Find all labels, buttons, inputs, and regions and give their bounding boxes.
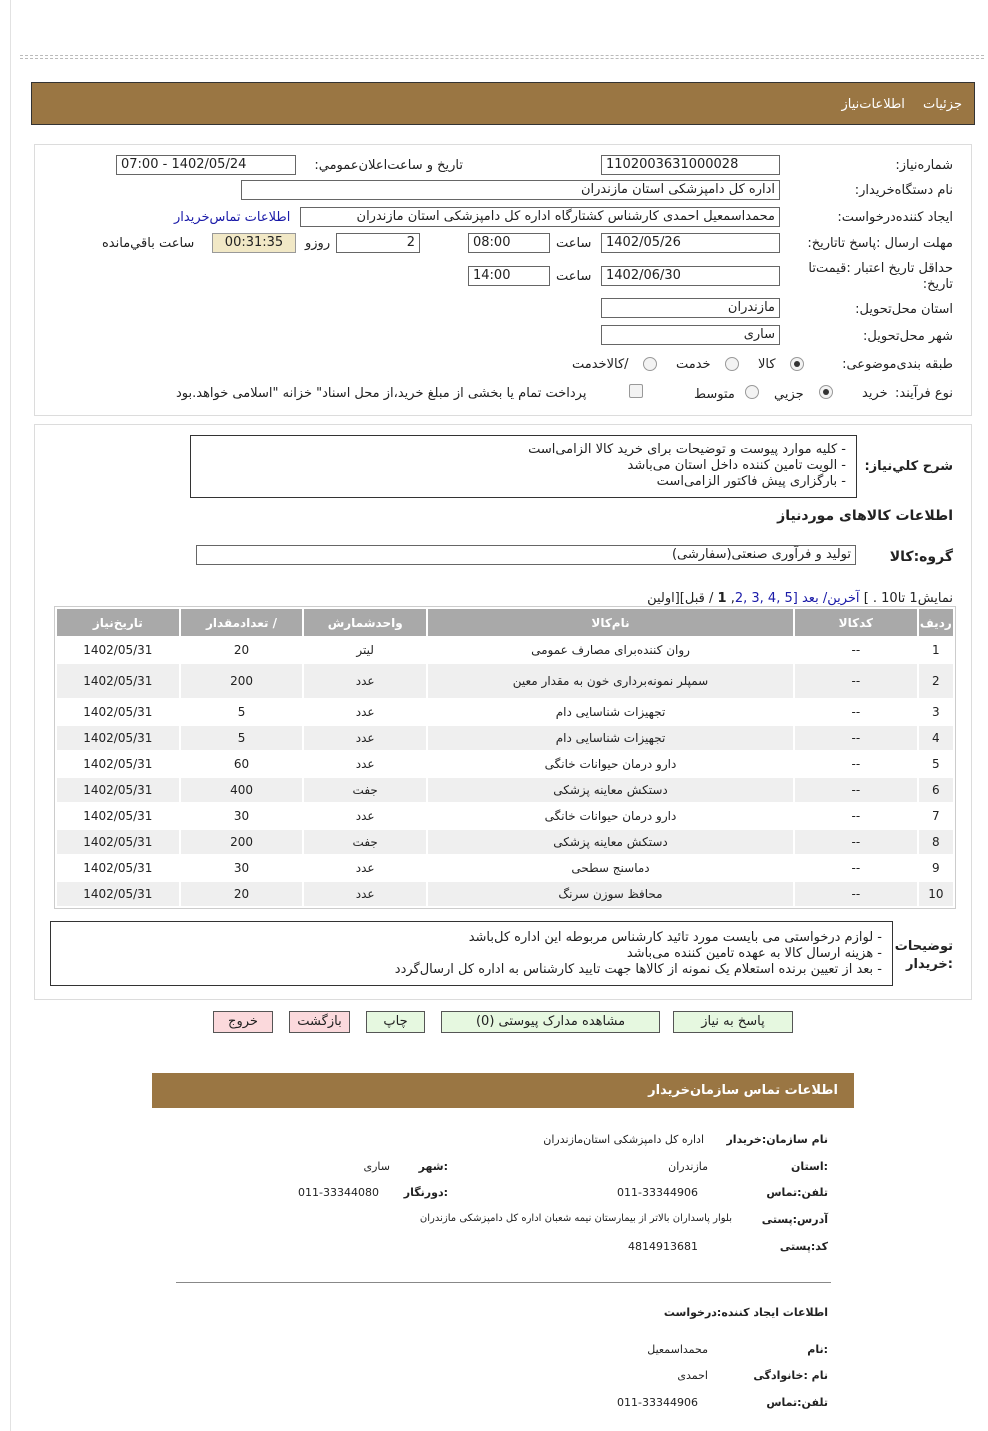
unit-cell: عدد [304,664,426,698]
item-name-cell: روان کننده‌برای مصارف عمومی [531,643,690,657]
treasury-payment-checkbox[interactable] [629,384,643,398]
category-goods-label: کالا [758,357,776,372]
quantity-cell: 5 [181,726,303,750]
need-date-cell: 1402/05/31 [57,778,179,802]
row-number-cell: 10 [919,882,953,906]
item-code-cell: -- [795,726,917,750]
col-date: تاریخ‌نیاز [57,609,179,636]
item-name-cell: دماسنج سطحی [571,861,650,875]
unit-cell: لیتر [356,643,374,657]
contact-phone-value: 011-33344906 [617,1186,698,1199]
item-name-cell: دارو درمان حیوانات خانگی [544,757,677,771]
days-field: 2 [336,233,420,253]
quantity-cell: 200 [181,664,303,698]
quantity-cell: 200 [181,830,303,854]
item-code-cell: -- [795,882,917,906]
need-date-cell: 1402/05/31 [57,726,179,750]
buyer-label: نام دستگاه‌خریدار: [854,183,953,198]
table-row [57,664,953,698]
item-name-cell: دستکش معاینه پزشکی [428,778,793,802]
need-date-cell: 1402/05/31 [83,705,153,719]
process-medium-label: متوسط [694,387,735,402]
postal-label: کد:پستی [779,1240,828,1253]
item-name-cell: سمپلر نمونه‌برداری خون به مقدار معین [428,664,793,698]
need-date-cell: 1402/05/31 [57,830,179,854]
goods-group-label: گروه:کالا [889,549,953,565]
goods-group-field: تولید و فرآوری صنعتی(سفارشی) [196,545,856,565]
unit-cell: جفت [304,778,426,802]
province-label: استان محل‌تحویل: [855,302,953,317]
row-number-cell: 4 [919,726,953,750]
description-label: شرح کلي‌نیاز: [864,459,953,474]
process-minor-radio[interactable] [819,385,833,399]
creator-field: محمداسمعیل احمدی کارشناس کشتارگاه اداره کل دامپزشکی استان مازندران [300,207,780,227]
col-row: ردیف [919,609,953,636]
item-code-cell: -- [851,809,861,823]
validity-label: حداقل تاریخ اعتبار :قیمت‌تا تاریخ: [808,261,953,292]
category-service-label: خدمت [676,357,711,372]
unit-cell: عدد [355,809,375,823]
contact-phone-label: تلفن:تماس [766,1186,828,1199]
treasury-payment-note: پرداخت تمام یا بخشی از مبلغ خرید،از محل اسناد" خزانه "اسلامی خواهد.بود [176,386,587,401]
deadline-date-field: 1402/05/26 [601,233,780,253]
contact-section-header: اطلاعات تماس سازمان‌خریدار [152,1073,854,1108]
print-button[interactable]: چاپ [366,1011,425,1033]
row-number-cell: 9 [932,861,940,875]
buyer-note-line: - لوازم درخواستی می بایست مورد تائید کارشناس مربوطه این اداره کل‌باشد [468,930,882,945]
item-code-cell: -- [795,830,917,854]
validity-time-label: ساعت [556,269,592,284]
deadline-time-label: ساعت [556,236,592,251]
city-field: ساری [601,325,780,345]
item-name-cell: محافظ سوزن سرنگ [428,882,793,906]
description-line: - الویت تامین کننده داخل استان می‌باشد [627,458,846,473]
unit-cell: عدد [304,882,426,906]
creator-name-value: محمداسمعیل [647,1343,708,1356]
col-qty: / تعدادمقدار [181,609,303,636]
remaining-time-label: ساعت باقي‌مانده [102,236,195,251]
remaining-time-field: 00:31:35 [212,233,296,253]
category-service-radio[interactable] [725,357,739,371]
quantity-cell: 20 [181,882,303,906]
goods-table [54,606,956,909]
left-border-line [10,0,11,1431]
fax-label: :دورنگار [403,1186,448,1199]
table-row [57,856,953,880]
fax-value: 011-33344080 [298,1186,379,1199]
announce-label: تاریخ و ساعت‌اعلان‌عمومي: [314,158,463,173]
creator-info-title: اطلاعات ایجاد کننده:درخواست [663,1306,828,1319]
category-goods-service-radio[interactable] [643,357,657,371]
buyer-field: اداره کل دامپزشکی استان مازندران [241,180,780,200]
buyer-notes-box [50,921,893,986]
paging-current-page: 1 [717,591,727,606]
need-date-cell: 1402/05/31 [57,882,179,906]
table-row [57,778,953,802]
row-number-cell: 5 [932,757,940,771]
province-field: مازندران [601,298,780,318]
need-number-field: 1102003631000028 [601,155,780,175]
process-label: نوع فرآیند: [895,386,953,401]
quantity-cell: 30 [233,809,250,823]
paging-pages-links[interactable]: [5 ,4 ,3 ,2 [734,591,798,606]
item-name-cell: تجهیزات شناسایی دام [428,726,793,750]
creator-phone-label: تلفن:تماس [766,1396,828,1409]
table-row [57,726,953,750]
item-code-cell: -- [795,778,917,802]
unit-cell: عدد [355,757,375,771]
item-name-cell: تجهیزات شناسایی دام [555,705,666,719]
tab-details[interactable]: جزئیات [923,97,962,112]
contact-divider [176,1282,831,1283]
paging-prev-first[interactable]: / قبل][اولین [647,591,714,606]
row-number-cell: 1 [932,643,940,657]
org-label: نام سازمان:خریدار [726,1133,828,1146]
description-line: - کلیه موارد پیوست و توضیحات برای خرید کالا الزامی‌است [528,442,846,457]
creator-phone-value: 011-33344906 [617,1396,698,1409]
quantity-cell: 400 [181,778,303,802]
attachments-button[interactable]: مشاهده مدارک پیوستی (0) [441,1011,660,1033]
need-date-cell: 1402/05/31 [83,809,153,823]
description-line: - بارگزاری پیش فاکتور الزامی‌است [656,474,846,489]
unit-cell: عدد [355,861,375,875]
table-row [57,804,953,828]
quantity-cell: 20 [233,643,250,657]
process-buy-label: خرید [862,386,888,401]
creator-label: ایجاد کننده‌درخواست: [837,210,953,225]
item-code-cell: -- [795,664,917,698]
creator-name-label: :نام [807,1343,828,1356]
unit-cell: عدد [355,705,375,719]
table-row [57,830,953,854]
item-code-cell: -- [851,757,861,771]
creator-family-value: احمدی [677,1369,708,1382]
buyer-note-line: - هزینه ارسال کالا به عهده تامین کننده می‌باشد [626,946,882,961]
back-button[interactable]: بازگشت [289,1011,350,1033]
buyer-note-line: - بعد از تعیین برنده استعلام یک نمونه از کالاها جهت تایید کارشناس به اداره کل ارسال‌گردد [394,962,882,977]
item-code-cell: -- [851,861,861,875]
item-name-cell: دستکش معاینه پزشکی [428,830,793,854]
validity-time-field: 14:00 [468,266,550,286]
address-value: بلوار پاسداران بالاتر از بیمارستان نیمه شعبان اداره کل دامپزشکی مازندران [419,1213,732,1224]
table-row [57,882,953,906]
table-row [57,700,953,724]
row-number-cell: 6 [919,778,953,802]
validity-date-field: 1402/06/30 [601,266,780,286]
col-code: کدکالا [795,609,917,636]
description-box [190,435,857,498]
quantity-cell: 30 [233,861,250,875]
process-minor-label: جزيي [774,387,804,402]
col-name: نام‌کالا [428,609,793,636]
exit-button[interactable]: خروج [213,1011,273,1033]
category-label: طبقه بندی‌موضوعی: [842,357,953,372]
goods-section-title: اطلاعات کالاهای موردنیاز [777,508,953,524]
deadline-label: مهلت ارسال :پاسخ تا‌تاریخ: [807,236,953,251]
announce-field: 1402/05/24 - 07:00 [116,155,296,175]
process-medium-radio[interactable] [745,385,759,399]
quantity-cell: 60 [233,757,250,771]
table-header-row [57,609,953,636]
paging-last-link[interactable]: آخرین [827,591,860,606]
contact-city-value: ساری [363,1160,390,1173]
unit-cell: جفت [304,830,426,854]
city-label: شهر محل‌تحویل: [863,329,953,344]
paging-next-link[interactable]: / بعد [801,591,828,606]
paging-summary: نمایش1 تا10 . ] [863,591,953,606]
need-number-label: شماره‌نیاز: [895,158,953,173]
category-goods-radio[interactable] [790,357,804,371]
postal-value: 4814913681 [628,1240,698,1253]
col-unit: واحدشمارش [304,609,426,636]
need-date-cell: 1402/05/31 [83,757,153,771]
need-date-cell: 1402/05/31 [57,664,179,698]
row-number-cell: 8 [919,830,953,854]
need-date-cell: 1402/05/31 [83,861,153,875]
contact-province-label: :استان [791,1160,828,1173]
buyer-notes-label: توضیحات :خریدار [894,939,953,972]
row-number-cell: 3 [932,705,940,719]
table-row [57,638,953,662]
item-code-cell: -- [851,705,861,719]
contact-city-label: :شهر [418,1160,448,1173]
unit-cell: عدد [304,726,426,750]
row-number-cell: 7 [932,809,940,823]
deadline-time-field: 08:00 [468,233,550,253]
page-header [31,82,975,125]
table-row [57,752,953,776]
row-number-cell: 2 [919,664,953,698]
need-date-cell: 1402/05/31 [83,643,153,657]
buyer-contact-link[interactable]: اطلاعات تماس‌خریدار [174,210,291,225]
days-label: روزو [305,236,331,251]
reply-button[interactable]: پاسخ به نیاز [673,1011,793,1033]
quantity-cell: 5 [237,705,246,719]
tab-need-info[interactable]: اطلاعات‌نیاز [841,97,905,112]
org-value: اداره کل دامپزشکی استان‌مازندران [543,1133,704,1146]
item-name-cell: دارو درمان حیوانات خانگی [544,809,677,823]
address-label: آدرس:پستی [761,1213,828,1226]
top-divider [20,55,984,59]
category-goods-service-label: /کالاخدمت [572,357,629,372]
creator-family-label: نام :خانوادگی [753,1369,828,1382]
contact-province-value: مازندران [668,1160,708,1173]
item-code-cell: -- [851,643,861,657]
pagination: نمایش1 تا10 . ] آخرین/ بعد [5 ,4 ,3 ,2, 1 / قبل][اولین [647,591,953,606]
